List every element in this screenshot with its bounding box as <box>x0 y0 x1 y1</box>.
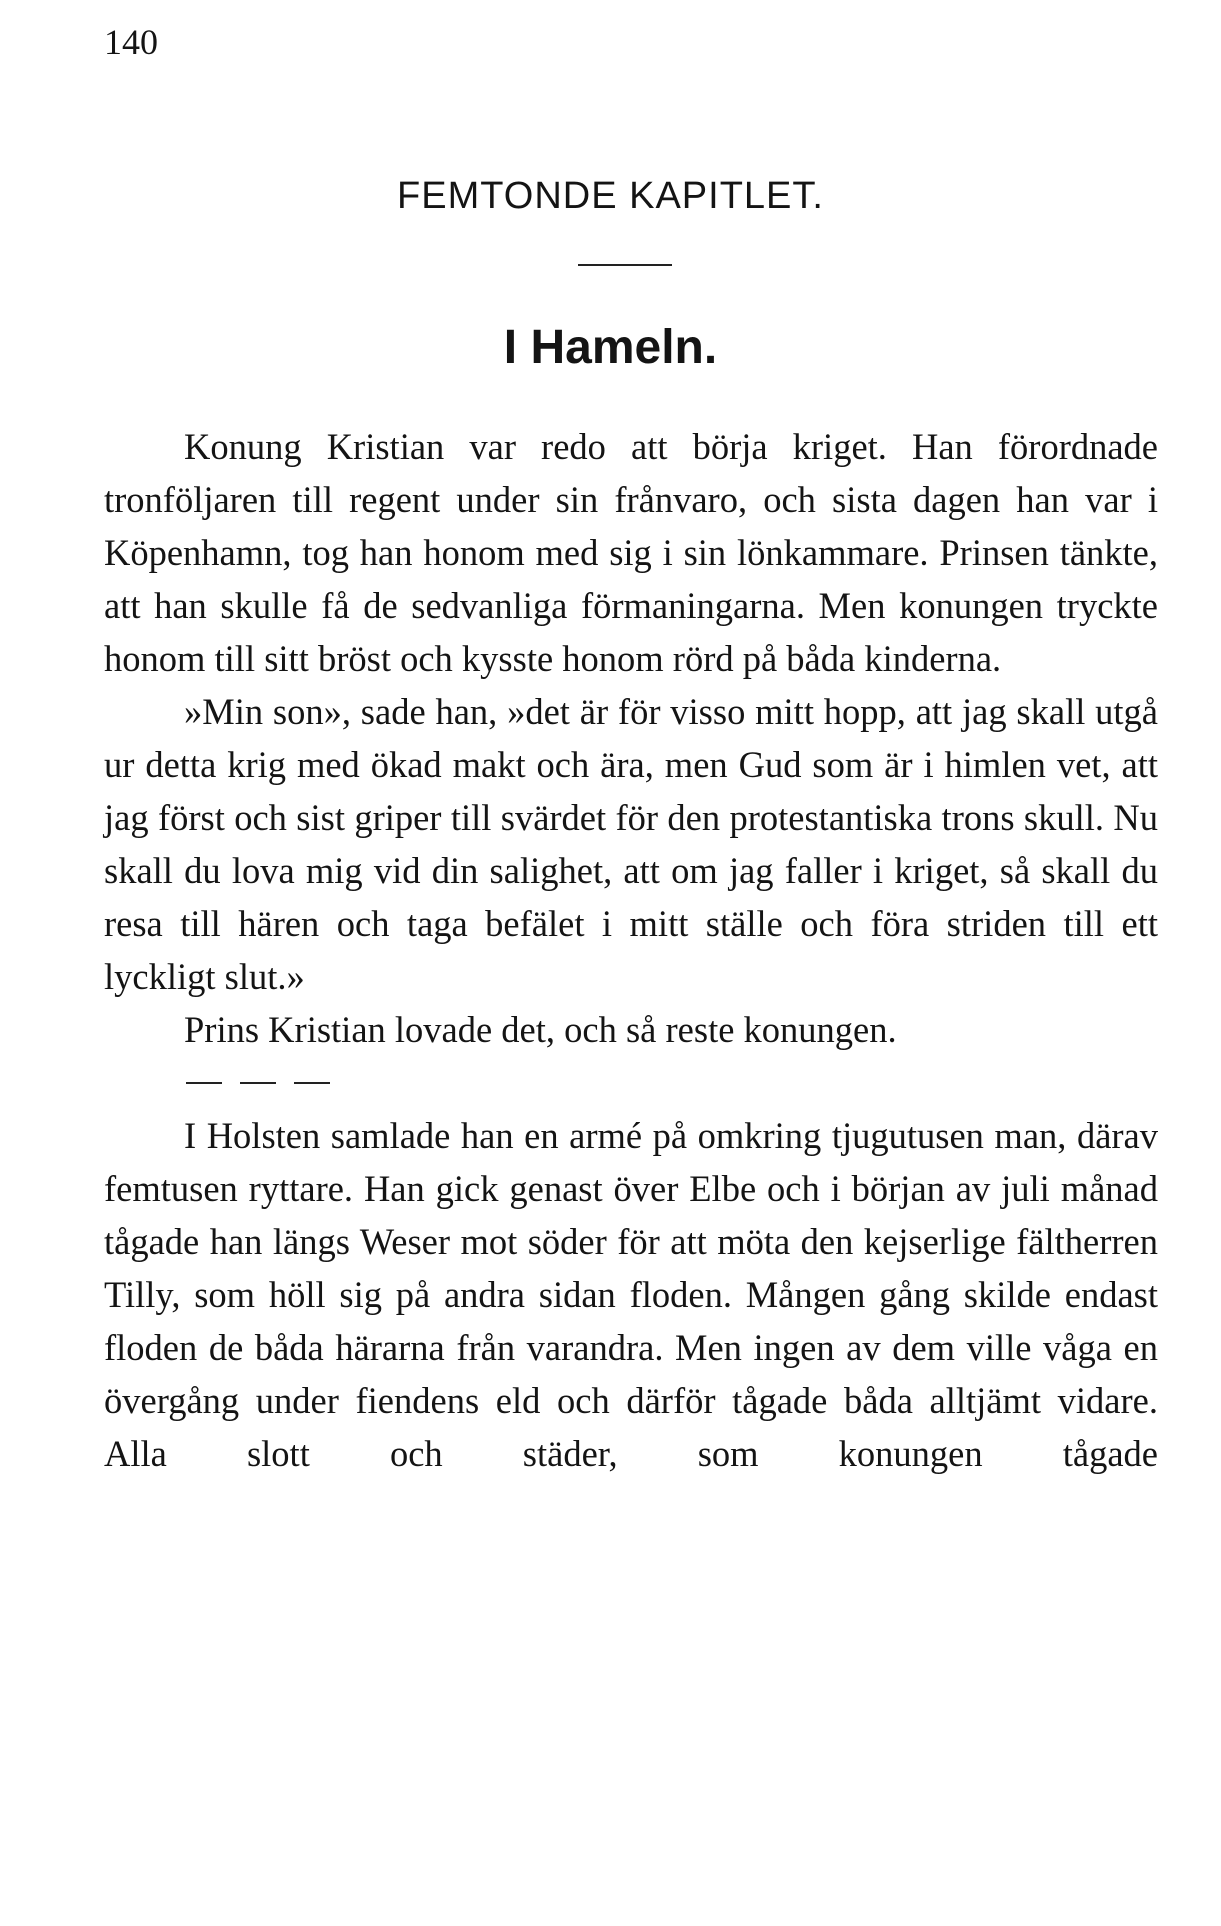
paragraph: Prins Kristian lovade det, och så reste konungen. <box>184 1009 897 1050</box>
body-text <box>104 420 1158 1480</box>
paragraph: »Min son», sade han, »det är för visso mitt hopp, att jag skall utgå ur detta krig med ökad makt och ära, men Gud som är i himlen vet, att jag först och sist griper till svärdet för den protestantiska trons skull. Nu skall du lova mig vid din salighet, att om jag faller i kriget, så skall du resa till hären och taga befälet i mitt ställe och föra striden till ett lyckligt slut.» <box>104 691 1158 997</box>
page-number: 140 <box>104 22 158 62</box>
paragraph: Konung Kristian var redo att börja kriget. Han förordnade tronföljaren till regent under sin frånvaro, och sista dagen han var i Köpenhamn, tog han honom med sig i sin lönkammare. Prinsen tänkte, att han skulle få de sedvanliga förmaningarna. Men konungen tryckte honom till sitt bröst och kysste honom rörd på båda kinderna. <box>104 426 1158 679</box>
section-dash <box>240 1082 276 1084</box>
chapter-heading: FEMTONDE KAPITLET. <box>397 175 824 217</box>
section-break <box>104 1056 1158 1109</box>
chapter-title: I Hameln. <box>503 321 718 374</box>
section-dash <box>294 1082 330 1084</box>
chapter-divider <box>578 264 672 266</box>
section-dash <box>186 1082 222 1084</box>
paragraph: I Holsten samlade han en armé på omkring tjugutusen man, därav femtusen ryttare. Han gick genast över Elbe och i början av juli månad tågade han längs Weser mot söder för att möta den kejserlige fältherren Tilly, som höll sig på andra sidan floden. Mången gång skilde endast floden de båda härarna från varandra. Men ingen av dem ville våga en övergång under fiendens eld och därför tågade båda alltjämt vidare. Alla slott och städer, som konungen tågade <box>104 1115 1158 1474</box>
